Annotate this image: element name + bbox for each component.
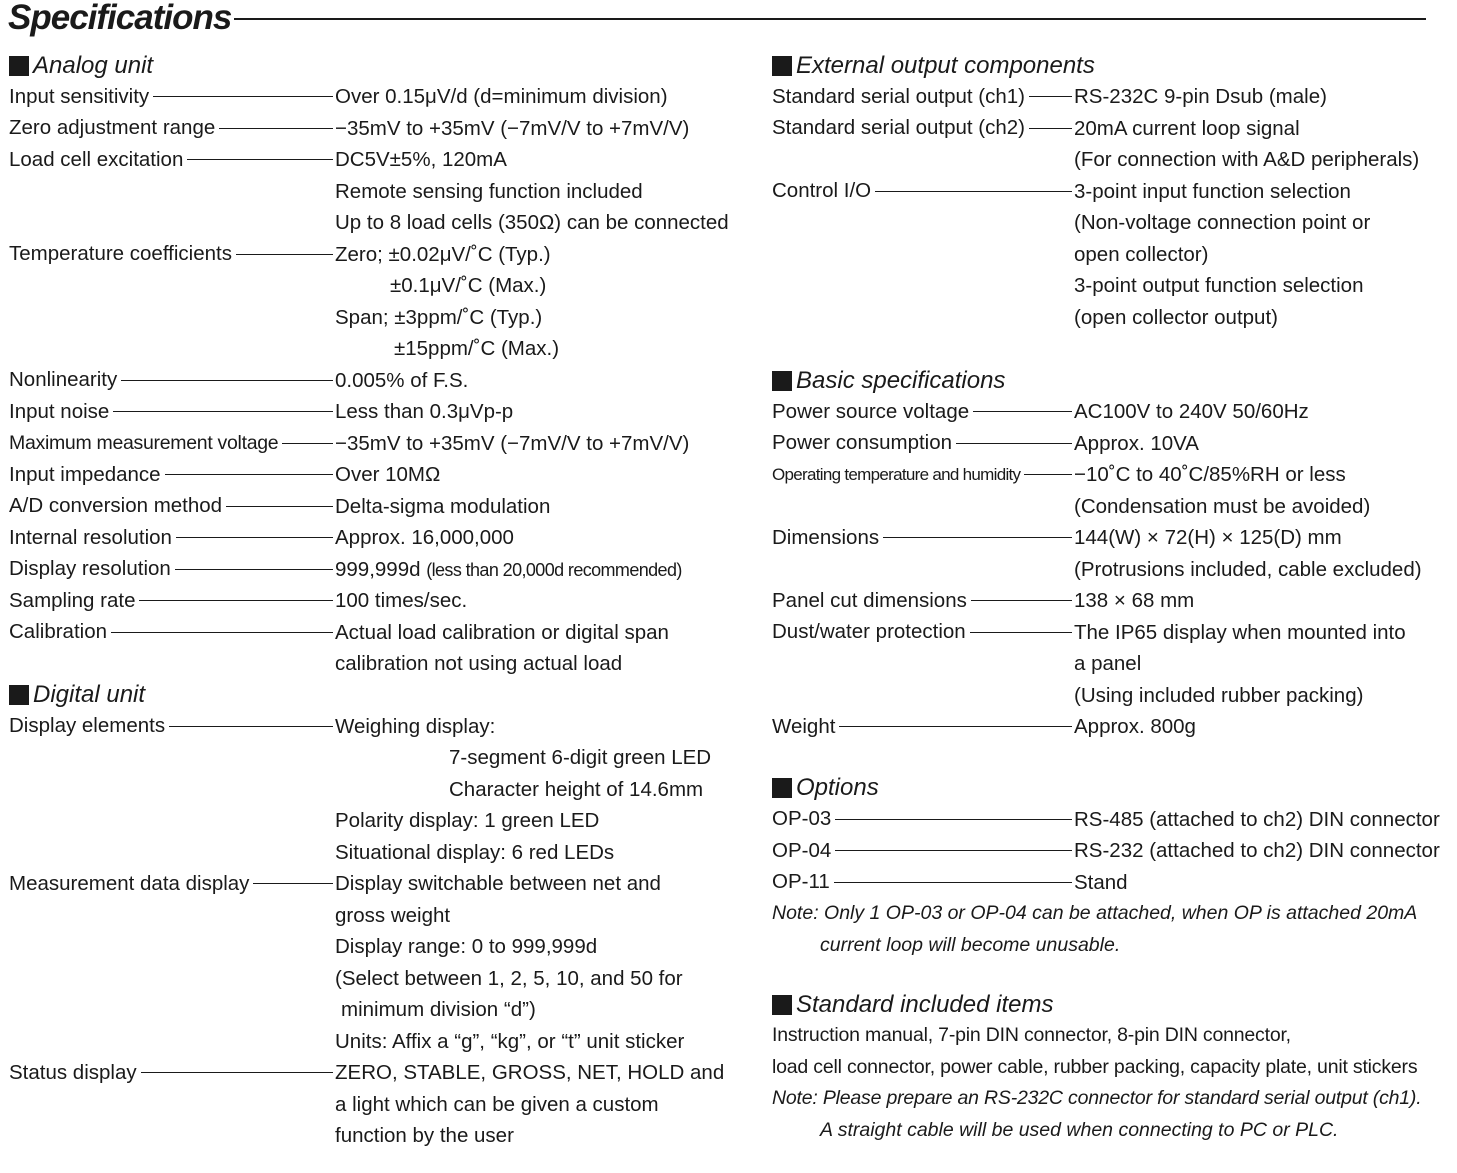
spec-label: Power consumption bbox=[772, 431, 953, 455]
spec-label: Nonlinearity bbox=[9, 368, 118, 392]
spec-row bbox=[9, 459, 734, 491]
spec-row bbox=[772, 113, 1452, 176]
spec-label: Display resolution bbox=[9, 557, 171, 581]
spec-label: Zero adjustment range bbox=[9, 116, 216, 140]
spec-label-cell bbox=[772, 522, 1074, 554]
spec-value: a panel bbox=[1074, 652, 1142, 675]
spec-label-cell bbox=[9, 491, 335, 523]
section-heading bbox=[772, 989, 1452, 1020]
spec-row bbox=[772, 176, 1452, 334]
spec-row bbox=[9, 1057, 734, 1152]
spec-label-cell bbox=[9, 365, 335, 397]
leader-line bbox=[175, 569, 333, 570]
spec-row bbox=[9, 428, 734, 460]
analog-unit-section bbox=[9, 50, 734, 680]
spec-row bbox=[772, 396, 1452, 428]
left-column bbox=[9, 50, 734, 1152]
spec-value: 3-point input function selection bbox=[1074, 179, 1351, 203]
section-heading bbox=[9, 50, 734, 81]
spec-row bbox=[772, 459, 1452, 522]
spec-label-cell bbox=[9, 144, 335, 176]
spec-label: Maximum measurement voltage bbox=[9, 431, 279, 454]
spec-value: −10˚C to 40˚C/85%RH or less bbox=[1074, 463, 1346, 486]
section-title: Analog unit bbox=[33, 51, 154, 79]
spec-label-cell bbox=[772, 81, 1074, 113]
square-bullet-icon bbox=[772, 371, 792, 391]
leader-line bbox=[1029, 96, 1072, 97]
leader-line bbox=[971, 600, 1072, 601]
spec-value: Approx. 800g bbox=[1074, 715, 1196, 738]
included-note: Note: Please prepare an RS-232C connector for standard serial output (ch1). bbox=[772, 1087, 1422, 1109]
spec-value: 0.005% of F.S. bbox=[335, 368, 469, 392]
leader-line bbox=[970, 632, 1072, 633]
spec-label: Standard serial output (ch2) bbox=[772, 116, 1025, 140]
spec-label: Status display bbox=[9, 1060, 137, 1084]
spec-row bbox=[772, 835, 1452, 867]
spec-label-cell bbox=[772, 867, 1074, 899]
spec-value: Approx. 10VA bbox=[1074, 431, 1199, 455]
included-note: A straight cable will be used when connecting to PC or PLC. bbox=[820, 1118, 1339, 1141]
spec-row bbox=[9, 396, 734, 428]
spec-label-cell bbox=[9, 1057, 335, 1089]
spec-value: 144(W) × 72(H) × 125(D) mm bbox=[1074, 526, 1342, 549]
spec-row bbox=[9, 868, 734, 1057]
spec-label-cell bbox=[9, 711, 335, 743]
page-title: Specifications bbox=[8, 0, 232, 37]
leader-line bbox=[1029, 128, 1072, 129]
spec-value-note: (less than 20,000d recommended) bbox=[426, 559, 682, 580]
spec-value: (Condensation must be avoided) bbox=[1074, 494, 1371, 518]
spec-value: −35mV to +35mV (−7mV/V to +7mV/V) bbox=[335, 431, 690, 455]
spec-label-cell bbox=[9, 428, 335, 460]
leader-line bbox=[835, 850, 1072, 851]
spec-label-cell bbox=[9, 81, 335, 113]
spec-label-cell bbox=[9, 585, 335, 617]
spec-value: Units: Affix a “g”, “kg”, or “t” unit sticker bbox=[335, 1029, 685, 1053]
square-bullet-icon bbox=[772, 56, 792, 76]
leader-line bbox=[111, 632, 333, 633]
square-bullet-icon bbox=[772, 995, 792, 1015]
leader-line bbox=[141, 1072, 333, 1073]
spec-row bbox=[9, 522, 734, 554]
spec-row bbox=[9, 711, 734, 869]
leader-line bbox=[187, 159, 333, 160]
spec-label-cell bbox=[772, 176, 1074, 208]
spec-label-cell bbox=[9, 459, 335, 491]
spec-label-cell bbox=[9, 239, 335, 271]
spec-value: open collector) bbox=[1074, 242, 1209, 266]
leader-line bbox=[875, 191, 1072, 192]
section-title: External output components bbox=[796, 51, 1095, 79]
spec-value: Delta-sigma modulation bbox=[335, 494, 551, 518]
spec-value: Remote sensing function included bbox=[335, 179, 643, 203]
square-bullet-icon bbox=[9, 685, 29, 705]
leader-line bbox=[219, 128, 333, 129]
leader-line bbox=[169, 726, 333, 727]
spec-label-cell bbox=[9, 522, 335, 554]
spec-value: Less than 0.3μVp-p bbox=[335, 400, 514, 423]
included-items-section bbox=[772, 989, 1452, 1146]
leader-line bbox=[253, 883, 333, 884]
leader-line bbox=[835, 819, 1072, 820]
spec-row bbox=[9, 365, 734, 397]
spec-value: RS-232 (attached to ch2) DIN connector bbox=[1074, 839, 1440, 862]
spec-label: Weight bbox=[772, 714, 836, 738]
spec-row bbox=[9, 617, 734, 680]
section-heading bbox=[772, 773, 1452, 804]
leader-line bbox=[883, 537, 1072, 538]
spec-label: Input impedance bbox=[9, 462, 161, 486]
options-note: Note: Only 1 OP-03 or OP-04 can be attached, when OP is attached 20mA bbox=[772, 902, 1418, 924]
spec-row bbox=[772, 867, 1452, 899]
leader-line bbox=[176, 537, 333, 538]
spec-value: 20mA current loop signal bbox=[1074, 116, 1300, 140]
spec-value: function by the user bbox=[335, 1124, 514, 1147]
spec-row bbox=[772, 81, 1452, 113]
spec-row bbox=[772, 522, 1452, 585]
spec-label: Control I/O bbox=[772, 179, 872, 203]
spec-value: Situational display: 6 red LEDs bbox=[335, 840, 615, 864]
spec-label: Input noise bbox=[9, 399, 110, 423]
spec-value: Display range: 0 to 999,999d bbox=[335, 935, 598, 958]
leader-line bbox=[839, 726, 1072, 727]
spec-value: minimum division “d”) bbox=[341, 998, 536, 1021]
spec-row bbox=[772, 617, 1452, 712]
spec-value: ±0.1μV/˚C (Max.) bbox=[390, 274, 547, 297]
spec-value: 7-segment 6-digit green LED bbox=[449, 746, 712, 769]
spec-value: Polarity display: 1 green LED bbox=[335, 809, 600, 832]
spec-label: Standard serial output (ch1) bbox=[772, 84, 1025, 108]
spec-label: Dust/water protection bbox=[772, 620, 966, 644]
spec-row bbox=[9, 554, 734, 586]
options-section bbox=[772, 773, 1452, 962]
spec-label: Internal resolution bbox=[9, 525, 172, 549]
spec-row bbox=[9, 491, 734, 523]
spec-label-cell bbox=[772, 804, 1074, 836]
spec-value: (Non-voltage connection point or bbox=[1074, 211, 1371, 234]
spec-label-cell bbox=[772, 711, 1074, 743]
spec-label: Sampling rate bbox=[9, 588, 136, 612]
spec-value bbox=[335, 554, 734, 586]
spec-value-main: 999,999d bbox=[335, 557, 421, 581]
spec-row bbox=[772, 585, 1452, 617]
spec-value: 3-point output function selection bbox=[1074, 274, 1364, 297]
spec-label-cell bbox=[772, 396, 1074, 428]
spec-value: The IP65 display when mounted into bbox=[1074, 620, 1406, 644]
leader-line bbox=[113, 411, 333, 412]
spec-label: Display elements bbox=[9, 714, 166, 738]
spec-label: Input sensitivity bbox=[9, 84, 150, 108]
square-bullet-icon bbox=[772, 778, 792, 798]
spec-row bbox=[772, 711, 1452, 743]
spec-label: OP-11 bbox=[772, 870, 830, 894]
spec-row bbox=[9, 113, 734, 145]
basic-specifications-section bbox=[772, 365, 1452, 743]
spec-value: Over 0.15μV/d (d=minimum division) bbox=[335, 85, 668, 108]
spec-value: Display switchable between net and bbox=[335, 872, 661, 895]
spec-value: Over 10MΩ bbox=[335, 463, 441, 486]
spec-label: Measurement data display bbox=[9, 871, 250, 895]
spec-value: −35mV to +35mV (−7mV/V to +7mV/V) bbox=[335, 116, 690, 140]
spec-label-cell bbox=[772, 113, 1074, 145]
spec-label-cell bbox=[772, 459, 1074, 491]
section-heading bbox=[9, 680, 734, 711]
spec-label-cell bbox=[772, 617, 1074, 649]
spec-value: Up to 8 load cells (350Ω) can be connected bbox=[335, 211, 729, 234]
spec-label: Calibration bbox=[9, 620, 107, 644]
spec-row bbox=[772, 804, 1452, 836]
leader-line bbox=[956, 443, 1072, 444]
spec-value: Approx. 16,000,000 bbox=[335, 526, 514, 549]
leader-line bbox=[236, 254, 333, 255]
spec-value: 100 times/sec. bbox=[335, 589, 468, 612]
spec-label-cell bbox=[772, 585, 1074, 617]
spec-value: ZERO, STABLE, GROSS, NET, HOLD and bbox=[335, 1061, 725, 1084]
digital-unit-section bbox=[9, 680, 734, 1152]
leader-line bbox=[121, 380, 333, 381]
leader-line bbox=[282, 443, 333, 444]
spec-row bbox=[9, 239, 734, 365]
spec-value: Stand bbox=[1074, 870, 1128, 894]
spec-value: DC5V±5%, 120mA bbox=[335, 148, 507, 171]
spec-label: Dimensions bbox=[772, 525, 880, 549]
spec-label-cell bbox=[9, 113, 335, 145]
spec-value: calibration not using actual load bbox=[335, 652, 623, 675]
leader-line bbox=[1024, 474, 1072, 475]
spec-value: (Protrusions included, cable excluded) bbox=[1074, 557, 1422, 581]
spec-value: Character height of 14.6mm bbox=[449, 777, 704, 801]
section-title: Standard included items bbox=[796, 990, 1054, 1018]
spec-label-cell bbox=[772, 428, 1074, 460]
leader-line bbox=[153, 96, 333, 97]
section-heading bbox=[772, 365, 1452, 396]
spec-value: Actual load calibration or digital span bbox=[335, 620, 669, 644]
spec-value: (For connection with A&D peripherals) bbox=[1074, 148, 1420, 171]
right-column bbox=[772, 50, 1452, 1146]
spec-row bbox=[772, 428, 1452, 460]
leader-line bbox=[834, 882, 1072, 883]
spec-label-cell bbox=[9, 554, 335, 586]
spec-value: RS-485 (attached to ch2) DIN connector bbox=[1074, 807, 1440, 831]
spec-label: OP-04 bbox=[772, 838, 832, 862]
spec-value: 138 × 68 mm bbox=[1074, 589, 1195, 612]
spec-label: OP-03 bbox=[772, 807, 832, 831]
spec-value: (Select between 1, 2, 5, 10, and 50 for bbox=[335, 966, 683, 990]
spec-label: Operating temperature and humidity bbox=[772, 464, 1021, 484]
leader-line bbox=[139, 600, 333, 601]
spec-label-cell bbox=[9, 396, 335, 428]
spec-value: (open collector output) bbox=[1074, 305, 1278, 329]
spec-value: RS-232C 9-pin Dsub (male) bbox=[1074, 85, 1327, 108]
spec-value: Span; ±3ppm/˚C (Typ.) bbox=[335, 305, 543, 329]
included-items-text: Instruction manual, 7-pin DIN connector, 8-pin DIN connector, bbox=[772, 1024, 1291, 1046]
square-bullet-icon bbox=[9, 56, 29, 76]
spec-row bbox=[9, 144, 734, 239]
spec-label: Panel cut dimensions bbox=[772, 588, 967, 612]
leader-line bbox=[165, 474, 333, 475]
section-title: Options bbox=[796, 774, 879, 801]
section-heading bbox=[772, 50, 1452, 81]
spec-label: Power source voltage bbox=[772, 399, 970, 423]
spec-value: AC100V to 240V 50/60Hz bbox=[1074, 400, 1309, 423]
leader-line bbox=[226, 506, 333, 507]
spec-value: Zero; ±0.02μV/˚C (Typ.) bbox=[335, 242, 551, 266]
spec-label-cell bbox=[9, 617, 335, 649]
section-title: Digital unit bbox=[33, 681, 146, 708]
spec-label: A/D conversion method bbox=[9, 494, 223, 518]
spec-row bbox=[9, 585, 734, 617]
spec-label: Load cell excitation bbox=[9, 147, 184, 171]
spec-value: Weighing display: bbox=[335, 714, 496, 738]
spec-row bbox=[9, 81, 734, 113]
options-note: current loop will become unusable. bbox=[820, 933, 1121, 956]
section-title: Basic specifications bbox=[796, 366, 1006, 394]
spec-value: ±15ppm/˚C (Max.) bbox=[394, 337, 560, 360]
spec-value: (Using included rubber packing) bbox=[1074, 683, 1364, 707]
spec-label-cell bbox=[772, 835, 1074, 867]
spec-value: gross weight bbox=[335, 903, 451, 927]
spec-label: Temperature coefficients bbox=[9, 242, 232, 266]
included-items-text: load cell connector, power cable, rubber packing, capacity plate, unit stickers bbox=[772, 1055, 1418, 1078]
spec-value: a light which can be given a custom bbox=[335, 1092, 659, 1116]
spec-label-cell bbox=[9, 868, 335, 900]
title-rule bbox=[234, 18, 1426, 20]
leader-line bbox=[973, 411, 1072, 412]
external-output-section bbox=[772, 50, 1452, 333]
